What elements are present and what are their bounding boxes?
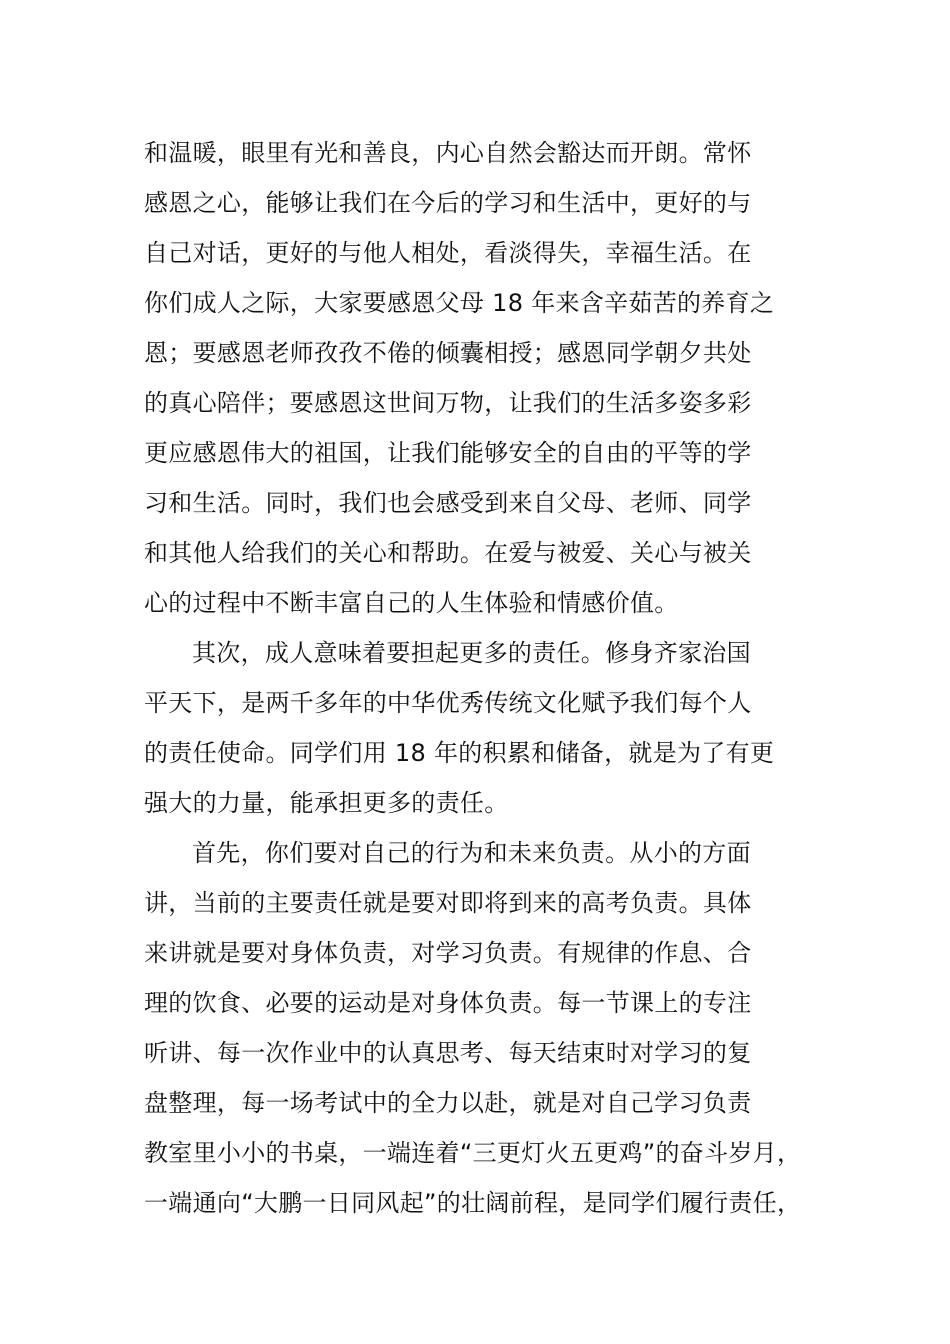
- text-line: 和温暖，眼里有光和善良，内心自然会豁达而开朗。常怀: [144, 139, 752, 167]
- text-line: 听讲、每一次作业中的认真思考、每天结束时对学习的复: [144, 1039, 752, 1067]
- text-line: 恩；要感恩老师孜孜不倦的倾囊相授；感恩同学朝夕共处: [144, 339, 752, 367]
- text-line: 的责任使命。同学们用 18 年的积累和储备，就是为了有更: [144, 739, 775, 767]
- text-line: 习和生活。同时，我们也会感受到来自父母、老师、同学: [144, 489, 752, 517]
- text-line: 和其他人给我们的关心和帮助。在爱与被爱、关心与被关: [144, 539, 752, 567]
- text-line: 感恩之心，能够让我们在今后的学习和生活中，更好的与: [144, 189, 752, 217]
- text-line: 自己对话，更好的与他人相处，看淡得失，幸福生活。在: [144, 239, 752, 267]
- text-line: 盘整理，每一场考试中的全力以赴，就是对自己学习负责: [144, 1089, 752, 1117]
- text-line: 理的饮食、必要的运动是对身体负责。每一节课上的专注: [144, 989, 752, 1017]
- text-line: 首先，你们要对自己的行为和未来负责。从小的方面: [192, 839, 751, 867]
- text-line: 强大的力量，能承担更多的责任。: [144, 789, 509, 817]
- text-line: 你们成人之际，大家要感恩父母 18 年来含辛茹苦的养育之: [144, 289, 775, 317]
- text-line: 更应感恩伟大的祖国，让我们能够安全的自由的平等的学: [144, 439, 752, 467]
- text-line: 一端通向“大鹏一日同风起”的壮阔前程，是同学们履行责任，: [144, 1189, 802, 1217]
- text-line: 其次，成人意味着要担起更多的责任。修身齐家治国: [192, 639, 751, 667]
- text-line: 的真心陪伴；要感恩这世间万物，让我们的生活多姿多彩: [144, 389, 752, 417]
- text-line: 教室里小小的书桌，一端连着“三更灯火五更鸡”的奋斗岁月，: [144, 1139, 802, 1167]
- body-text: [144, 128, 844, 1228]
- text-line: 讲，当前的主要责任就是要对即将到来的高考负责。具体: [144, 889, 752, 917]
- text-line: 平天下，是两千多年的中华优秀传统文化赋予我们每个人: [144, 689, 752, 717]
- text-line: 心的过程中不断丰富自己的人生体验和情感价值。: [144, 589, 679, 617]
- text-line: 来讲就是要对身体负责，对学习负责。有规律的作息、合: [144, 939, 752, 967]
